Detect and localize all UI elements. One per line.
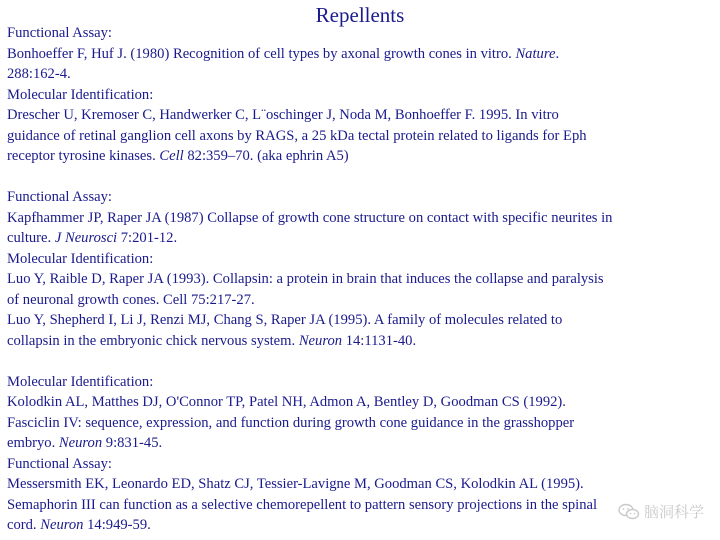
line-text: Functional Assay: — [7, 455, 112, 472]
watermark — [616, 501, 706, 522]
line-text: receptor tyrosine kinases. — [7, 148, 160, 164]
line-text: of neuronal growth cones. Cell 75:217-27. — [7, 291, 255, 308]
reference-section — [7, 187, 717, 351]
line-text: Molecular Identification: — [7, 250, 154, 267]
line-text: Molecular Identification: — [7, 86, 154, 103]
line-text: Luo Y, Shepherd I, Li J, Renzi MJ, Chang S, Raper JA (1995). A family of molecules related to — [7, 312, 563, 328]
reference-section — [7, 372, 717, 536]
reference-line — [7, 413, 717, 434]
journal-name: Neuron — [40, 517, 84, 533]
line-text: 9:831-45. — [102, 435, 163, 451]
reference-line — [7, 228, 717, 249]
reference-line — [7, 433, 717, 454]
reference-list — [7, 23, 717, 536]
line-text: Functional Assay: — [7, 25, 112, 41]
reference-line — [7, 126, 717, 147]
line-text: embryo. — [7, 435, 59, 451]
slide-title: Repellents — [315, 3, 405, 27]
line-text: guidance of retinal ganglion cell axons by RAGS, a 25 kDa tectal protein related to ligands for Eph — [7, 127, 587, 144]
journal-name: Cell — [159, 148, 184, 164]
reference-line — [7, 515, 717, 536]
line-text: 288:162-4. — [7, 66, 71, 82]
reference-line — [7, 85, 717, 106]
line-text: 14:1131-40. — [342, 332, 417, 349]
reference-line — [7, 454, 717, 475]
wechat-icon — [618, 503, 640, 521]
line-text: 7:201-12. — [117, 230, 178, 246]
reference-line — [7, 146, 717, 167]
line-text: Drescher U, Kremoser C, Handwerker C, L¨oschinger J, Noda M, Bonhoeffer F. 1995. In vitro — [7, 107, 559, 123]
reference-line — [7, 310, 717, 331]
line-text: Semaphorin III can function as a selective chemorepellent to pattern sensory projections in the spinal — [7, 496, 598, 513]
reference-line — [7, 64, 717, 85]
reference-line — [7, 105, 717, 126]
line-text: Luo Y, Raible D, Raper JA (1993). Collapsin: a protein in brain that induces the collapse and paralysis — [7, 271, 604, 287]
reference-line — [7, 331, 717, 352]
watermark-text: 脑洞科学 — [643, 503, 704, 521]
line-text: Functional Assay: — [7, 189, 112, 205]
line-text: Kolodkin AL, Matthes DJ, O'Connor TP, Patel NH, Admon A, Bentley D, Goodman CS (1992). — [7, 394, 566, 410]
reference-line — [7, 495, 717, 516]
journal-name: Nature — [515, 45, 556, 62]
journal-name: J Neurosci — [54, 230, 118, 246]
line-text: collapsin in the embryonic chick nervous system. — [7, 332, 299, 349]
line-text: Bonhoeffer F, Huf J. (1980) Recognition of cell types by axonal growth cones in vitro. — [7, 45, 516, 62]
line-text: cord. — [7, 517, 41, 533]
reference-line — [7, 269, 717, 290]
reference-line — [7, 392, 717, 413]
line-text: Fasciclin IV: sequence, expression, and function during growth cone guidance in the grasshopper — [7, 414, 575, 431]
section-gap — [7, 351, 717, 372]
line-text: Molecular Identification: — [7, 373, 154, 390]
reference-line — [7, 23, 717, 44]
reference-line — [7, 290, 717, 311]
reference-line — [7, 249, 717, 270]
journal-name: Neuron — [58, 435, 103, 451]
line-text: . — [555, 45, 560, 62]
reference-section — [7, 23, 717, 167]
section-gap — [7, 167, 717, 188]
line-text: Kapfhammer JP, Raper JA (1987) Collapse of growth cone structure on contact with specific neurites in — [7, 209, 613, 226]
reference-line — [7, 187, 717, 208]
line-text: 82:359–70. (aka ephrin A5) — [183, 148, 349, 164]
reference-line — [7, 208, 717, 229]
line-text: 14:949-59. — [83, 517, 151, 533]
reference-line — [7, 372, 717, 393]
line-text: culture. — [7, 230, 55, 246]
line-text: Messersmith EK, Leonardo ED, Shatz CJ, Tessier-Lavigne M, Goodman CS, Kolodkin AL (1995). — [7, 476, 584, 492]
journal-name: Neuron — [298, 332, 343, 349]
reference-line — [7, 474, 717, 495]
reference-line — [7, 44, 717, 65]
